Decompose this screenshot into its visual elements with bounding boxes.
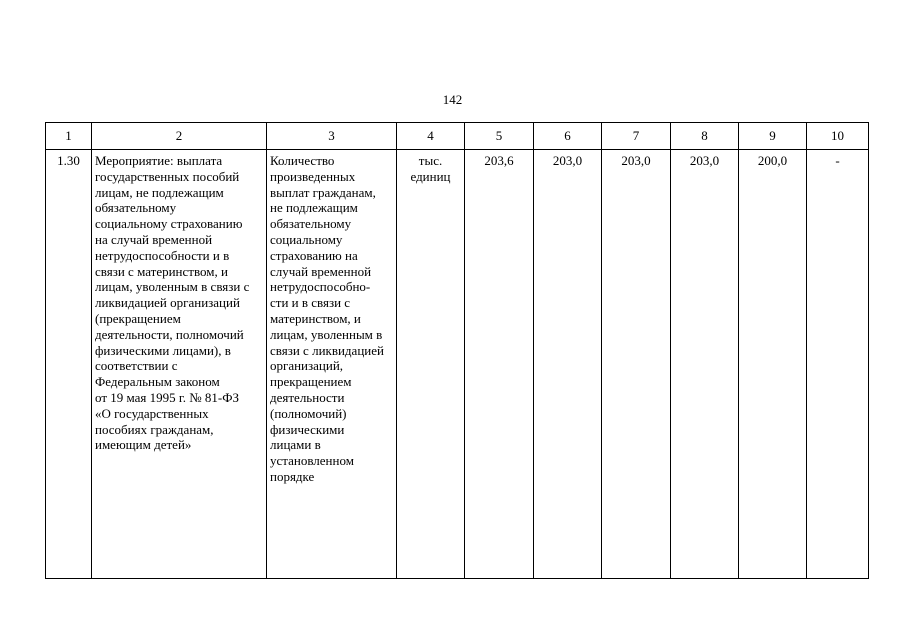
table-row [46,150,869,579]
cell-value-7 [602,150,671,579]
value-5-text: 203,6 [484,153,514,168]
cell-value-5 [465,150,534,579]
measure-description-text: Мероприятие: выплата государственных пособий лицам, не подлежащим обязательному социальному страхованию на случай временной нетрудоспособности и в связи с материнством, и лицам, уволенным в связи с ликвидацией организаций (прекращением деятельности, полномочий физическими лицами), в соответствии с Федеральным законом от 19 мая 1995 г. № 81-ФЗ «О государственных пособиях гражданам, имеющим детей» [95,153,250,453]
cell-value-6 [534,150,602,579]
cell-item-number [46,150,92,579]
header-col-6: 6 [534,123,602,150]
cell-unit [397,150,465,579]
cell-value-10 [807,150,869,579]
value-8-text: 203,0 [689,153,720,168]
value-7-text: 203,0 [621,153,651,168]
cell-value-9 [739,150,807,579]
header-col-2: 2 [92,123,267,150]
value-6-text: 203,0 [552,153,583,168]
cell-measure-description [92,150,267,579]
header-col-8: 8 [671,123,739,150]
indicator-description-text: Количество произведенных выплат гражданам, не подлежащим обязательному социальному страхованию на случай временной нетрудоспособно- сти и в связи с материнством, и лицам, уволенным в связи с ликвидацией организаций, прекращением деятельности (полномочий) физическими лицами в установленном порядке [270,153,384,484]
header-col-5: 5 [465,123,534,150]
value-10-text: - [835,153,840,168]
header-col-1: 1 [46,123,92,150]
table-header-row [46,123,869,150]
header-col-10: 10 [807,123,869,150]
unit-text: тыс. единиц [410,153,451,184]
header-col-9: 9 [739,123,807,150]
header-col-4: 4 [397,123,465,150]
value-9-text: 200,0 [757,153,788,168]
header-col-7: 7 [602,123,671,150]
item-number-text: 1.30 [57,153,80,168]
page-number: 142 [442,92,463,107]
cell-value-8 [671,150,739,579]
data-table [45,122,869,579]
header-col-3: 3 [267,123,397,150]
cell-indicator-description [267,150,397,579]
